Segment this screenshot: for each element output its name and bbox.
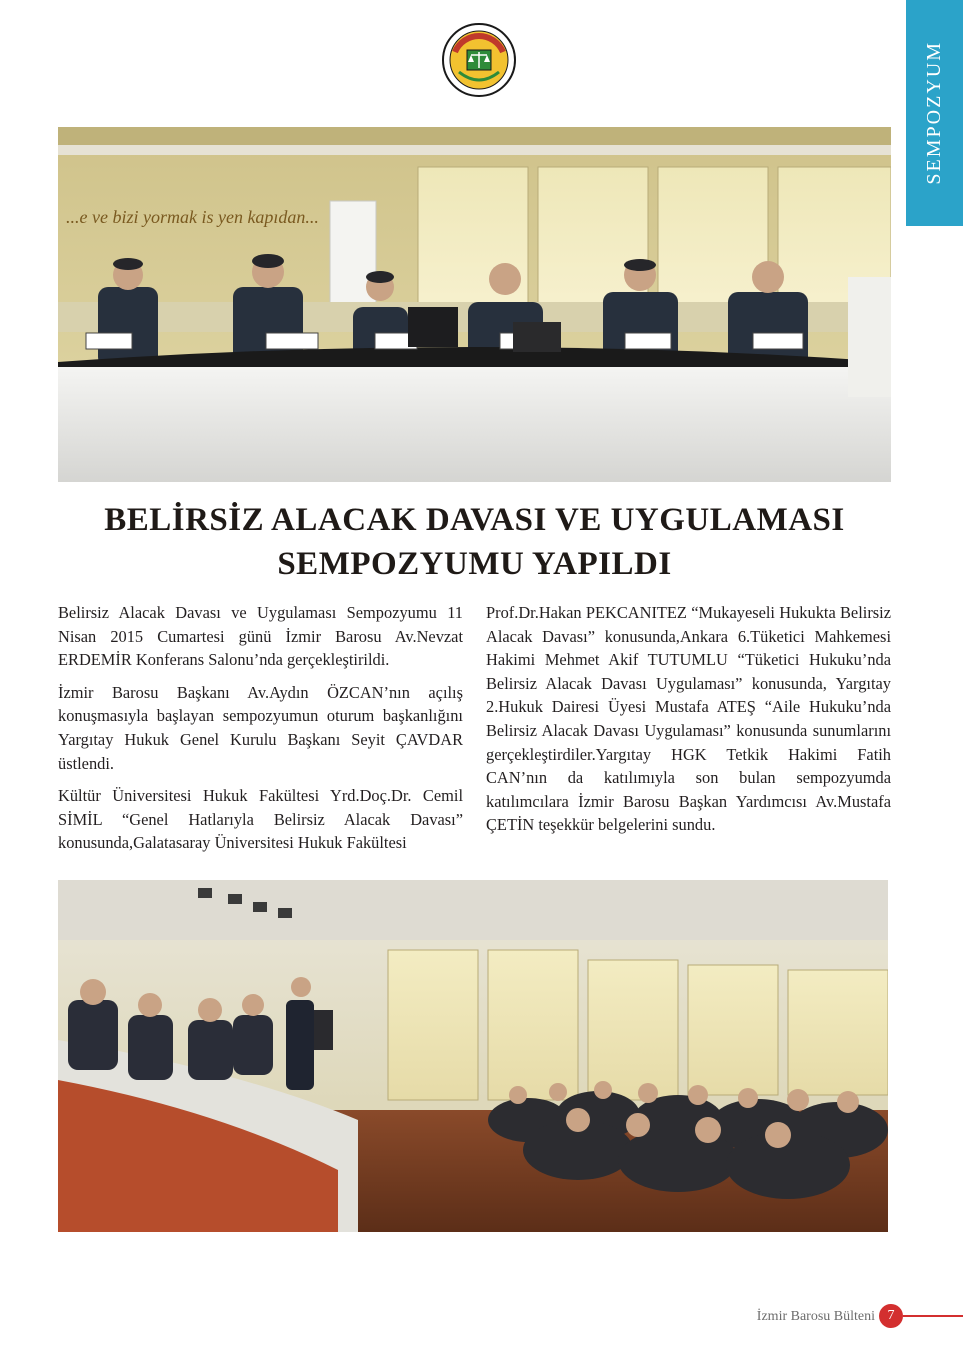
paragraph-1: Belirsiz Alacak Davası ve Uygulaması Sempozyumu 11 Nisan 2015 Cumartesi günü İzmir Barosu Av.Nevzat ERDEMİR Konferans Salonu’nda gerçekleştirildi. xyxy=(58,603,463,670)
footer-rule xyxy=(903,1315,963,1317)
publication-name: İzmir Barosu Bülteni xyxy=(756,1309,875,1324)
paragraph-3: Kültür Üniversitesi Hukuk Fakültesi Yrd.Doç.Dr. Cemil SİMİL “Genel Hatlarıyla Belirsiz Alacak Davası” konusunda,Galatasaray Üniversitesi Hukuk Fakültesi xyxy=(58,786,463,853)
section-tab-label: SEMPOZYUM xyxy=(923,41,945,185)
paragraph-2: İzmir Barosu Başkanı Av.Aydın ÖZCAN’nın açılış konuşmasıyla başlayan sempozyumun oturum başkanlığını Yargıtay Hukuk Genel Kurulu Başkanı Seyit ÇAVDAR üstlendi. xyxy=(58,682,463,773)
article-title xyxy=(58,498,891,586)
article-column-left xyxy=(58,601,463,864)
panel-speakers-photo xyxy=(58,127,891,482)
section-tab xyxy=(906,0,963,226)
wall-banner-text: ...e ve bizi yormak is yen kapıdan... xyxy=(66,207,319,227)
paragraph-4: Prof.Dr.Hakan PEKCANITEZ “Mukayeseli Hukukta Belirsiz Alacak Davası” konusunda,Ankara 6.Tüketici Mahkemesi Hakimi Mehmet Akif TUTUMLU “Tüketici Hukuku’nda Belirsiz Alacak Davası Uygulaması” konusunda, Yargıtay 2.Hukuk Dairesi Üyesi Mustafa ATEŞ “Aile Hukuku’nda Belirsiz Alacak Davası Uygulaması” konusunda sunumlarını gerçekleştirdiler.Yargıtay HGK Tetkik Hakimi Fatih CAN’nın da katılımıyla son bulan sempozyumda katılımcılara İzmir Barosu Başkan Yardımcısı Av.Mustafa ÇETİN teşekkür belgelerini sundu. xyxy=(486,603,891,835)
bar-association-logo xyxy=(441,22,517,98)
page-number: 7 xyxy=(879,1304,903,1328)
audience-photo xyxy=(58,880,888,1232)
title-line-1: BELİRSİZ ALACAK DAVASI VE UYGULAMASI xyxy=(104,502,845,538)
article-column-right xyxy=(486,601,891,846)
title-line-2: SEMPOZYUMU YAPILDI xyxy=(277,546,672,582)
